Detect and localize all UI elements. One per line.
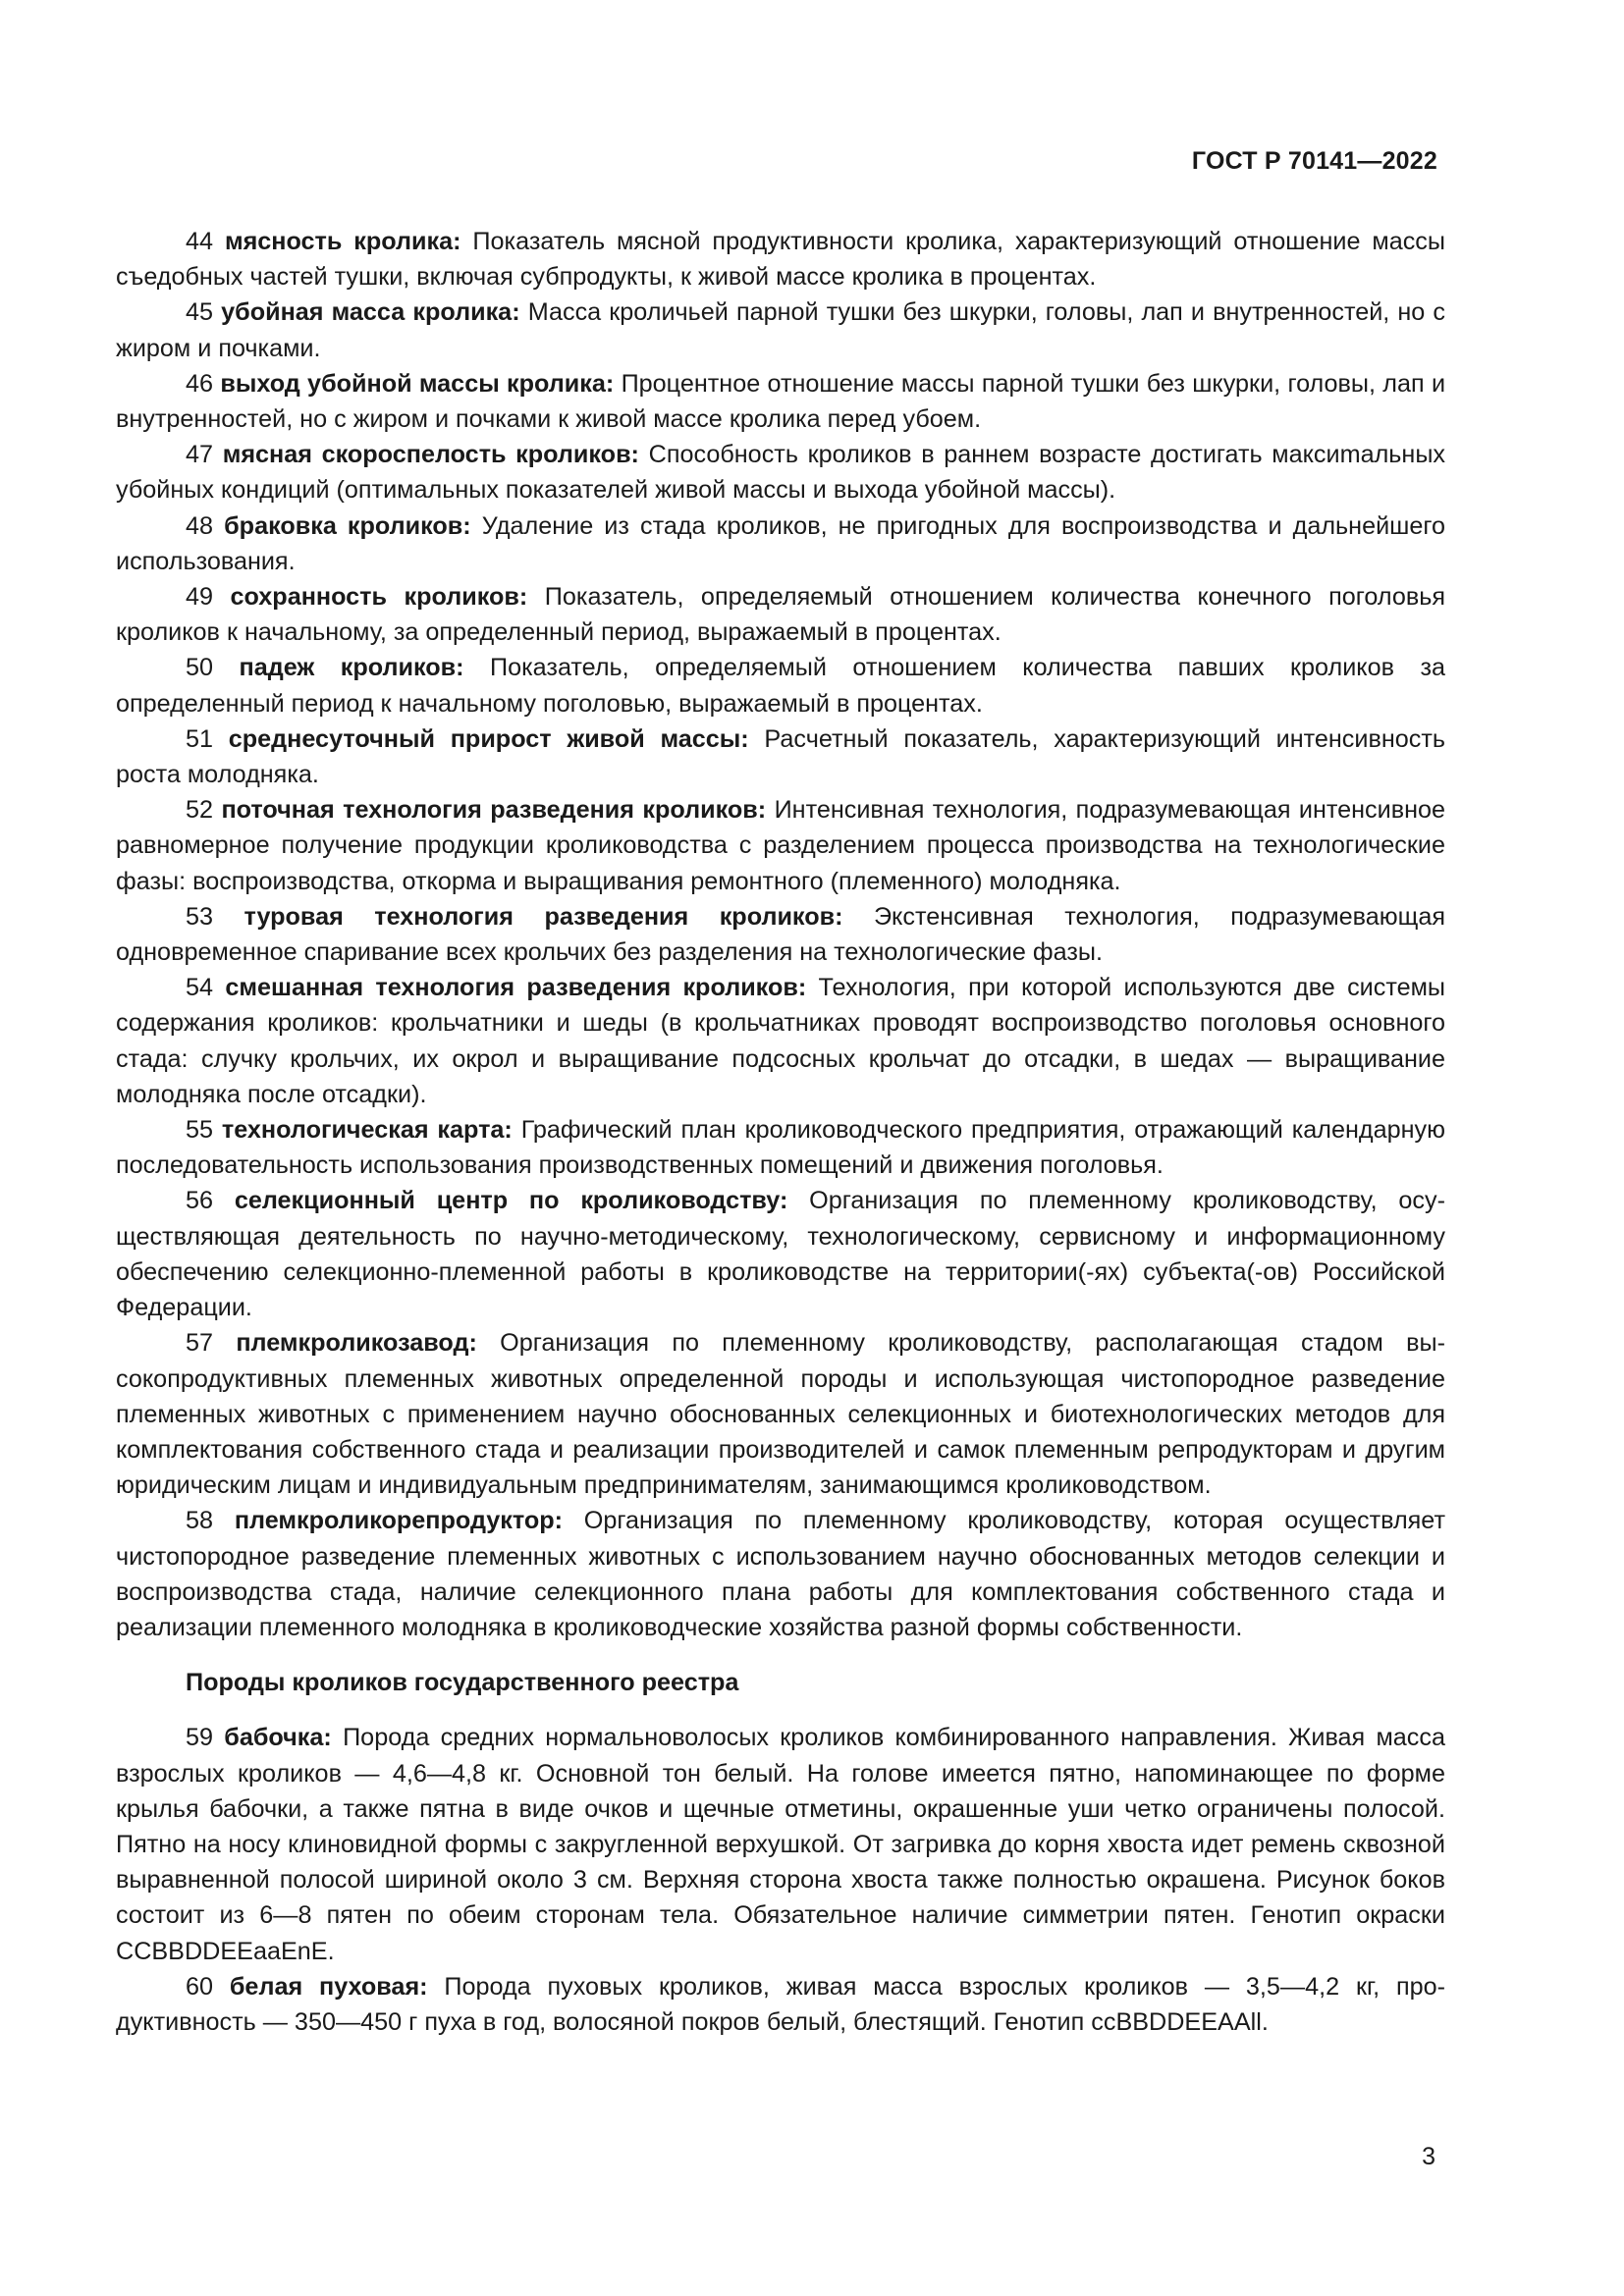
entry-number: 46 (186, 369, 214, 398)
entry-term: мясность кролика: (224, 228, 461, 255)
entry-definition: Порода средних нормальноволосых кроликов комбинированного направления. Живая масса взрослых кроликов — 4,6—4,8 кг. Основной тон белый. На голове имеется пятно, напоминающее по форме крылья бабочки, а также пятна в виде очков и щечные отметины, окрашенные уши четко ограничены полосой. Пятно на носу клиновидной формы с закругленной верхушкой. От загривка до корня хвоста идет ремень сквозной выравненной полосой шириной около 3 см. Верхняя сторона хвоста также полностью окрашена. Рисунок боков состоит из 6—8 пятен по обеим сторонам тела. Обязательное наличие симметрии пятен. Генотип окраски CCBBDDEEaaEnE. (116, 1724, 1445, 1965)
entry-number: 54 (186, 974, 214, 1002)
entry-term: выход убойной массы кролика: (220, 369, 615, 398)
definitions-list (116, 224, 1445, 1645)
definition-entry (116, 579, 1445, 650)
entry-number: 49 (186, 583, 214, 612)
entry-definition: Показатель, определяемый отношением количества павших кроликов за определенный период к начальному поголовью, выражаемый в процентах. (116, 654, 1446, 718)
definition-entry (116, 224, 1445, 294)
definition-entry (116, 1720, 1445, 1968)
entry-term: технологическая карта: (221, 1116, 513, 1145)
entry-definition: Организация по племенному кролиководству, располагающая стадом высокопродуктивных племенных животных определенной породы и использующая чистопородное разведение племенных животных с применением научно обоснованных селекционных и биотехнологических методов для комплектования собственного стада и реализации производителей и самок племенным репродукторам и другим юридическим лицам и индивидуальным предпринимателям, занимающимся кролиководством. (116, 1329, 1446, 1500)
entry-number: 58 (186, 1507, 214, 1535)
entry-number: 47 (186, 441, 214, 469)
document-header: ГОСТ Р 70141—2022 (1191, 147, 1437, 175)
definition-entry (116, 792, 1445, 899)
breeds-list (116, 1720, 1445, 2040)
entry-definition: Интенсивная технология, подразумевающая интенсивное равномерное получение продукции кролиководства с разделением процесса производства на технологические фазы: воспроизводства, откорма и выращивания ремонтного (племенного) молодняка. (116, 796, 1445, 895)
entry-definition: Организация по племенному кролиководству, которая осуществляет чистопородное разведение племенных животных с использованием научно обоснованных методов селекции и воспроизводства стада, наличие селекционного плана работы для комплектования собственного стада и реализации племенного молодняка в кролиководческие хозяйства разной формы собственности. (116, 1507, 1446, 1641)
definition-entry (116, 650, 1445, 721)
document-body (116, 224, 1445, 2040)
entry-term: племкроликорепродуктор: (234, 1507, 564, 1535)
definition-entry (116, 366, 1445, 437)
entry-number: 53 (186, 902, 214, 931)
entry-definition: Способность кроликов в раннем возрасте достигать максиmальных убойных кондиций (оптимальных показателей живой массы и выхода убойной массы). (116, 441, 1446, 505)
entry-definition: Порода пуховых кроликов, живая масса взрослых кроликов — 3,5—4,2 кг, продуктивность — 350—450 г пуха в год, волосяной покров белый, блестящий. Генотип ccBBDDEEAAll. (116, 1972, 1445, 2036)
definition-entry (116, 970, 1445, 1112)
entry-number: 60 (186, 1972, 214, 2001)
entry-number: 55 (186, 1116, 214, 1145)
entry-definition: Экстенсивная технология, подразумевающая одновременное спаривание всех крольчих без разделения на технологические фазы. (116, 902, 1446, 967)
page-number: 3 (1422, 2143, 1435, 2170)
entry-number: 52 (186, 796, 214, 825)
entry-term: убойная масса кролика: (221, 298, 520, 327)
entry-term: среднесуточный прирост живой массы: (228, 724, 749, 753)
entry-number: 44 (186, 228, 214, 255)
entry-definition: Организация по племенному кролиководству, осуществляющая деятельность по научно-методическому, технологическому, сервисному и информационному обеспечению селекционно-племенной работы в кролиководстве на территории(-ях) субъекта(-ов) Российской Федерации. (116, 1187, 1445, 1322)
definition-entry (116, 1112, 1445, 1183)
entry-definition: Масса кроличьей парной тушки без шкурки, головы, лап и внутренностей, но с жиром и почками. (116, 298, 1445, 362)
entry-definition: Показатель, определяемый отношением количества конечного поголовья кроликов к начальному, за определенный период, выражаемый в процентах. (116, 583, 1445, 647)
definition-entry (116, 1503, 1445, 1645)
entry-number: 45 (186, 298, 214, 327)
entry-number: 56 (186, 1187, 214, 1215)
entry-definition: Показатель мясной продуктивности кролика, характеризующий отношение массы съедобных частей тушки, включая субпродукты, к живой массе кролика в процентах. (116, 228, 1445, 292)
definition-entry (116, 1969, 1445, 2040)
entry-term: племкроликозавод: (236, 1329, 477, 1358)
entry-definition: Удаление из стада кроликов, не пригодных для воспроизводства и дальнейшего использования. (116, 511, 1446, 575)
entry-number: 50 (186, 654, 214, 682)
entry-term: белая пуховая: (229, 1972, 428, 2001)
entry-term: бабочка: (224, 1724, 332, 1752)
entry-definition: Процентное отношение массы парной тушки без шкурки, головы, лап и внутренностей, но с жиром и почками к живой массе кролика перед убоем. (116, 369, 1446, 434)
entry-term: смешанная технология разведения кроликов: (225, 974, 807, 1002)
entry-number: 57 (186, 1329, 214, 1358)
entry-term: поточная технология разведения кроликов: (221, 796, 767, 825)
entry-term: сохранность кроликов: (230, 583, 528, 612)
definition-entry (116, 1325, 1445, 1503)
definition-entry (116, 899, 1445, 970)
entry-number: 48 (186, 511, 214, 540)
section-title: Породы кроликов государственного реестра (186, 1669, 739, 1697)
entry-term: браковка кроликов: (224, 511, 471, 540)
entry-number: 59 (186, 1724, 214, 1752)
entry-definition: Технология, при которой используются две системы содержания кроликов: крольчатники и шеды (в крольчатниках проводят воспроизводство поголовья основного стада: случку крольчих, их окрол и выращивание подсосных крольчат до отсадки, в шедах — выращивание молодняка после отсадки). (116, 974, 1446, 1108)
entry-term: падеж кроликов: (239, 654, 464, 682)
definition-entry (116, 294, 1445, 365)
definition-entry (116, 508, 1445, 579)
entry-term: селекционный центр по кролиководству: (234, 1187, 788, 1215)
entry-term: мясная скороспелость кроликов: (222, 441, 639, 469)
definition-entry (116, 721, 1445, 792)
entry-definition: Графический план кролиководческого предприятия, отражающий календарную последовательность использования производственных помещений и движения поголовья. (116, 1116, 1445, 1180)
entry-definition: Расчетный показатель, характеризующий интенсивность роста молодняка. (116, 724, 1445, 789)
definition-entry (116, 437, 1445, 507)
entry-number: 51 (186, 724, 214, 753)
entry-term: туровая технология разведения кроликов: (244, 902, 843, 931)
definition-entry (116, 1183, 1445, 1325)
